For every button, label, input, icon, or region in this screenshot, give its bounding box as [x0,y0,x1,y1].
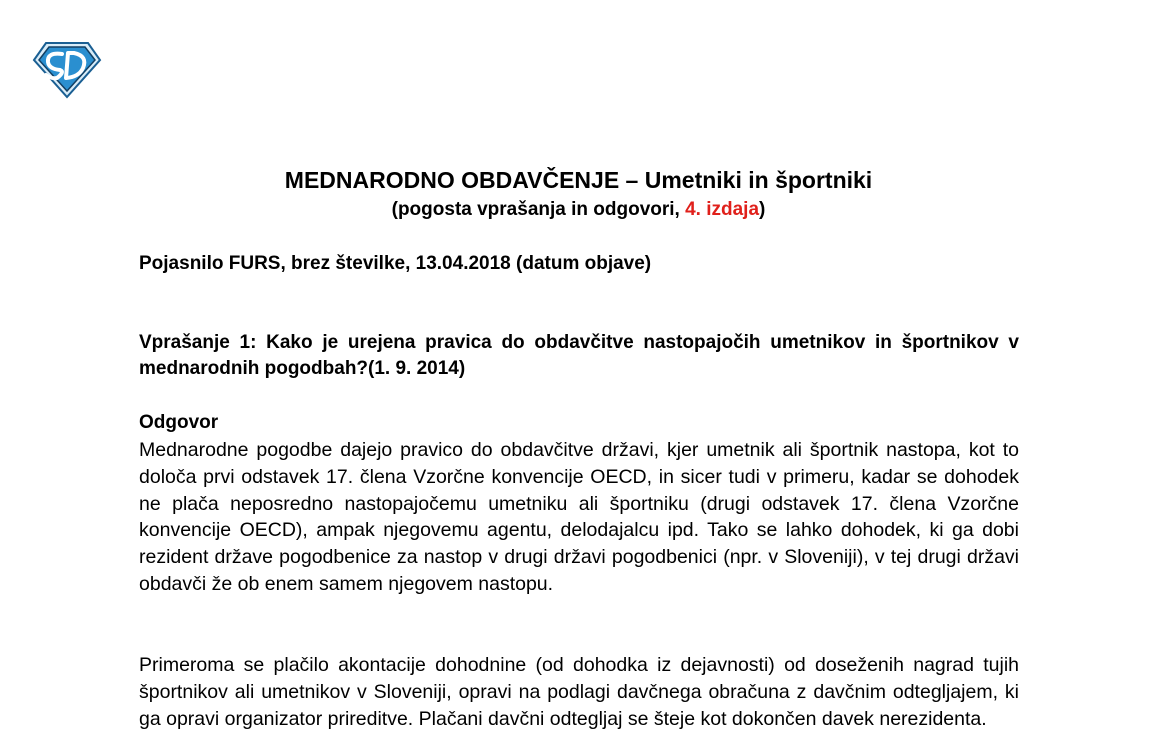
subtitle-prefix: (pogosta vprašanja in odgovori, [391,199,686,220]
subtitle-suffix: ) [759,199,766,220]
answer-heading: Odgovor [139,412,219,433]
question-heading: Vprašanje 1: Kako je urejena pravica do obdavčitve nastopajočih umetnikov in športnikov v mednarodnih pogodbah?(1. 9. 2014) [139,332,1019,379]
edition-label: 4. izdaja [685,199,760,220]
document-subtitle [0,198,1157,222]
answer-paragraph-2: Primeroma se plačilo akontacije dohodnine (od dohodka iz dejavnosti) od doseženih nagrad tujih športnikov ali umetnikov v Sloveniji, opravi na podlagi davčnega obračuna z davčnim odtegljajem, ki ga opravi organizator prireditve. Plačani davčni odtegljaj se šteje kot dokončen davek nerezidenta. [139,654,1019,730]
sd-shield-logo-icon [31,40,103,100]
document-title: MEDNARODNO OBDAVČENJE – Umetniki in športniki [284,167,873,193]
answer-paragraph-1: Mednarodne pogodbe dajejo pravico do obdavčitve državi, kjer umetnik ali športnik nastopa, kot to določa prvi odstavek 17. člena Vzorčne konvencije OECD, in sicer tudi v primeru, kadar se dohodek ne plača neposredno nastopajočemu umetniku ali športniku (drugi odstavek 17. člena Vzorčne konvencije OECD), ampak njegovemu agentu, delodajalcu ipd. Tako se lahko dohodek, ki ga dobi rezident države pogodbenice za nastop v drugi državi pogodbenici (npr. v Sloveniji), v tej drugi državi obdavči že ob enem samem njegovem nastopu. [139,439,1019,595]
source-line: Pojasnilo FURS, brez številke, 13.04.2018 (datum objave) [139,253,652,274]
